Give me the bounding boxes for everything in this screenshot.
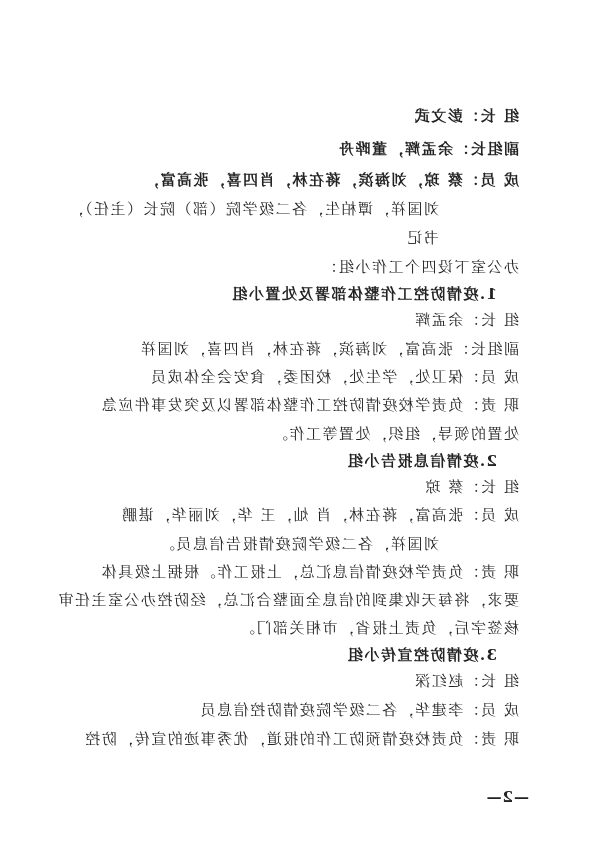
section-3-leader: 组 长：赵红深	[413, 672, 519, 690]
members-line-cont: 刘国祥，谭柏生，各二级学院（部）院长（主任），	[66, 200, 439, 218]
section-1-leader: 组 长：余孟辉	[413, 311, 519, 329]
leader-line: 组 长：彭文武	[413, 107, 519, 125]
section-1-duty: 职 责：负责学校疫情防控工作整体部署以及突发事件应急	[100, 396, 519, 414]
section-1-deputy: 副组长：张高富，刘海滨，蒋在林，肖四喜，刘国祥	[139, 340, 519, 358]
section-3-duty: 职 责：负责校疫情预防工作的报道，优秀事迹的宣传，防控	[83, 730, 519, 748]
office-intro-line: 办公室下设四个工作小组：	[320, 258, 519, 276]
members-line-cont-2: 书记	[405, 229, 439, 247]
section-2-duty-cont-2: 核签字后，负责上报省，市相关部门。	[238, 619, 519, 637]
deputy-leader-line: 副组长：余孟辉，董晔舟	[337, 140, 519, 158]
section-1-heading: 1.疫情防控工作整体部署及处置小组	[230, 285, 497, 303]
section-2-duty: 职 责：负责学校疫情信息汇总，上报工作。根据上级具体	[100, 563, 519, 581]
section-2-leader: 组 长：蔡 琼	[423, 478, 519, 496]
section-1-duty-cont: 处置的领导，组织，处置等工作。	[271, 425, 519, 443]
section-2-members: 成 员：张高富，蒋在林，肖 灿，王 华，刘丽华，谌鹏	[120, 506, 519, 524]
section-1-members: 成 员：保卫处，学生处，校团委，食安会全体成员	[149, 368, 519, 386]
section-3-heading: 3.疫情防控宣传小组	[346, 646, 497, 664]
section-2-duty-cont: 要求，将每天收集到的信息全面整合汇总，经防控办公室主任审	[56, 591, 519, 609]
section-2-members-cont: 刘国祥，各二级学院疫情报告信息员。	[158, 535, 439, 553]
section-3-members: 成 员：李建华，各二级学院疫情防控信息员	[199, 701, 519, 719]
section-2-heading: 2.疫情信息报告小组	[346, 452, 497, 470]
members-line: 成 员：蔡 琼，刘海滨，蒋在林，肖四喜，张高富，	[142, 171, 519, 189]
page-number: —2—	[485, 788, 529, 806]
